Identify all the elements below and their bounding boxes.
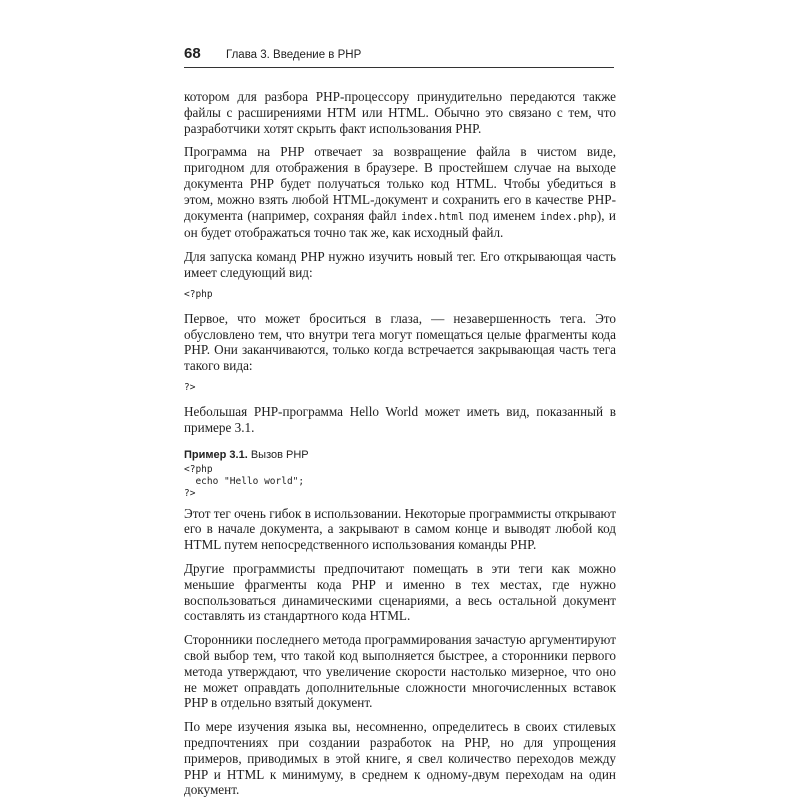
paragraph-4: Первое, что может броситься в глаза, — незавершенность тега. Это обусловлено тем, что внутри тега могут помещаться целые фрагменты кода PHP. Они заканчиваются, только когда встречается закрывающая часть тега такого вида: [184, 310, 616, 374]
paragraph-6: Этот тег очень гибок в использовании. Некоторые программисты открывают его в начале документа, а закрывают в самом конце и выводят любой код HTML путем непосредственного использования команды PHP. [184, 505, 616, 553]
header-rule [184, 67, 614, 68]
example-label: Пример 3.1. [184, 448, 248, 461]
code-close-tag: ?> [184, 381, 196, 393]
paragraph-3: Для запуска команд PHP нужно изучить новый тег. Его открывающая часть имеет следующий вид: [184, 249, 616, 280]
inline-code-index-html: index.html [400, 210, 465, 223]
paragraph-1: котором для разбора PHP-процессору принудительно передаются также файлы с расширениями HTM или HTML. Обычно это связано с тем, что разработчики хотят скрыть факт использования PHP. [184, 89, 616, 136]
paragraph-2-text-c: ), и он будет отображаться точно так же, как исходный файл. [184, 207, 616, 241]
paragraph-8: Сторонники последнего метода программирования зачастую аргументируют свой выбор тем, что такой код выполняется быстрее, а сторонники первого метода утверждают, что увеличение скорости настолько мизерное, что оно не может оправдать дополнительные сложности многочисленных вставок PHP в отдельно взятый документ. [184, 632, 616, 711]
paragraph-2-text-b: под именем [464, 207, 540, 223]
paragraph-5: Небольшая PHP-программа Hello World может иметь вид, показанный в примере 3.1. [184, 403, 616, 435]
example-title: Вызов PHP [247, 448, 309, 461]
inline-code-index-php: index.php [539, 210, 597, 223]
example-code: <?php echo "Hello world"; ?> [184, 463, 305, 499]
paragraph-9: По мере изучения языка вы, несомненно, определитесь в своих стилевых предпочтениях при создании разработок на PHP, но для упрощения примеров, приводимых в этой книге, я свел количество переходов между PHP и HTML к минимуму, в среднем к одному-двум переходам на один документ. [184, 719, 616, 798]
code-open-tag: <?php [184, 288, 213, 300]
paragraph-2-text-a: Программа на PHP отвечает за возвращение файла в чистом виде, пригодном для отображения в браузере. В простейшем случае на выходе документа PHP будет получаться только код HTML. Чтобы убедиться в этом, можно взять любой HTML-документ и сохранить его в качестве PHP-документа (например, сохраняя файл [184, 144, 616, 223]
paragraph-2 [184, 144, 616, 241]
chapter-title: Глава 3. Введение в PHP [226, 49, 362, 61]
paragraph-7: Другие программисты предпочитают помещать в эти теги как можно меньшие фрагменты кода PHP и именно в тех местах, где нужно воспользоваться динамическими сценариями, а весь остальной документ составлять из стандартного кода HTML. [184, 560, 616, 624]
running-header [184, 44, 614, 66]
example-caption [184, 448, 616, 462]
page-body [184, 89, 616, 806]
page-number: 68 [184, 45, 201, 62]
